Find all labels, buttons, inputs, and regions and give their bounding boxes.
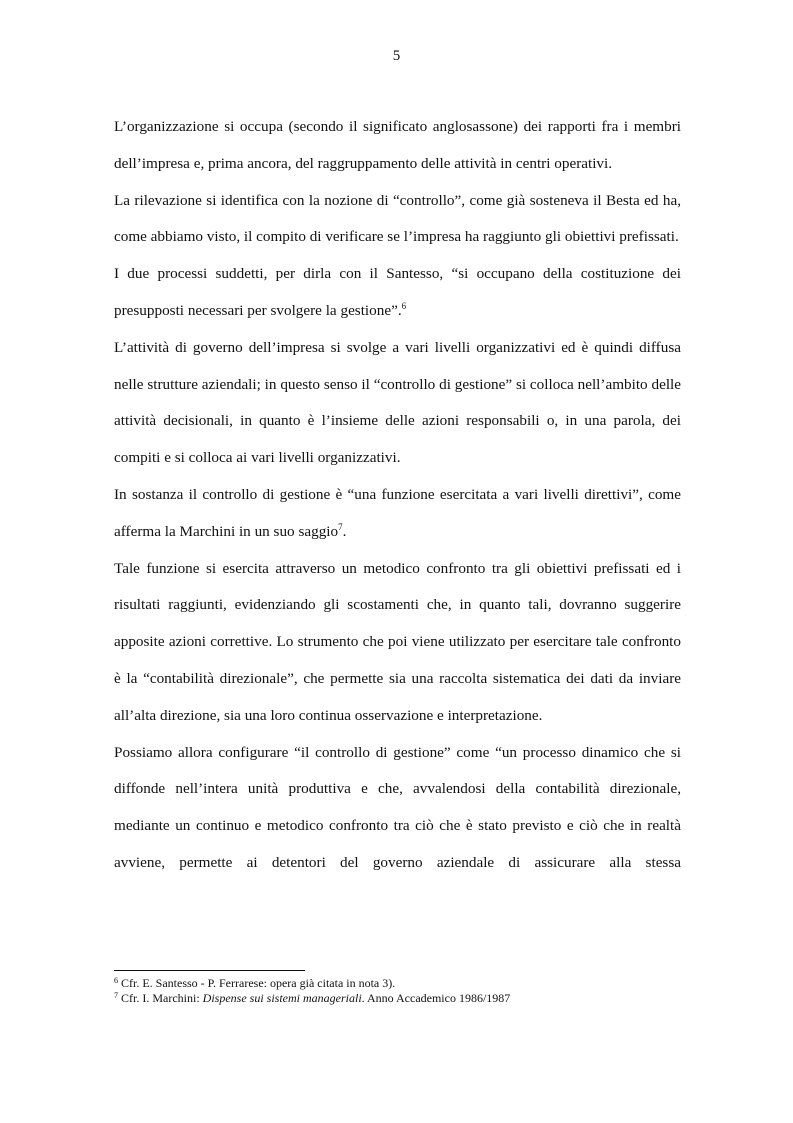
paragraph-text: Possiamo allora configurare “il controllo di gestione” come “un processo dinamico che si diffonde nell’intera unità produttiva e che, avvalendosi della contabilità direzionale, mediante un continuo e metodico confronto tra ciò che è stato previsto e ciò che in realtà avviene, permette ai detentori del governo aziendale di assicurare alla stessa (114, 743, 681, 871)
footnote-separator (114, 970, 305, 971)
paragraph-text: I due processi suddetti, per dirla con il Santesso, “si occupano della costituzione dei presupposti necessari per svolgere la gestione”. (114, 265, 681, 319)
paragraph-text: In sostanza il controllo di gestione è “una funzione esercitata a vari livelli direttivi”, come afferma la Marchini in un suo saggio (114, 485, 681, 540)
footnote-text: Cfr. E. Santesso - P. Ferrarese: opera già citata in nota 3). (118, 976, 396, 990)
page-number: 5 (392, 48, 401, 64)
footnote-title: Dispense sui sistemi manageriali (202, 990, 362, 1005)
paragraph-tale-funzione (114, 551, 681, 735)
paragraph-possiamo (114, 735, 681, 882)
paragraph-text: Tale funzione si esercita attraverso un metodico confronto tra gli obiettivi prefissati ed i risultati raggiunti, evidenziando gli scostamenti che, in quanto tali, dovranno suggerire apposite azioni correttive. Lo strumento che poi viene utilizzato per esercitare tale confronto è la “contabilità direzionale”, che permette sia una raccolta sistematica dei dati da inviare all’alta direzione, sia una loro continua osservazione e interpretazione. (114, 559, 681, 724)
paragraph-text-end: . (342, 522, 347, 540)
footnote-ref-6[interactable]: 6 (401, 300, 407, 311)
paragraph-due-processi (114, 256, 681, 330)
paragraph-text: L’attività di governo dell’impresa si svolge a vari livelli organizzativi ed è quindi diffusa nelle strutture aziendali; in questo senso il “controllo di gestione” si colloca nell’ambito delle attività decisionali, in quanto è l’insieme delle azioni responsabili o, in una parola, dei compiti e si colloca ai vari livelli organizzativi. (114, 338, 681, 467)
footnote-text: Cfr. I. Marchini: (118, 990, 203, 1005)
footnote-ref-7[interactable]: 7 (338, 521, 343, 532)
paragraph-text: L’organizzazione si occupa (secondo il significato anglosassone) dei rapporti fra i membri dell’impresa e, prima ancora, del raggruppamento delle attività in centri operativi. (114, 118, 681, 172)
footnote-7 (114, 991, 681, 1006)
paragraph-organizzazione (114, 109, 681, 183)
footnote-number: 7 (114, 990, 118, 1000)
footnotes (114, 976, 681, 1005)
paragraph-rilevazione (114, 183, 681, 257)
paragraph-attivita-governo (114, 330, 681, 477)
paragraph-text: La rilevazione si identifica con la nozione di “controllo”, come già sosteneva il Besta ed ha, come abbiamo visto, il compito di verificare se l’impresa ha raggiunto gli obiettivi prefissati. (114, 191, 681, 246)
body-text (114, 109, 681, 882)
footnote-text-end: . Anno Accademico 1986/1987 (361, 990, 511, 1005)
footnote-number: 6 (114, 976, 118, 985)
footnote-6 (114, 976, 681, 991)
paragraph-in-sostanza (114, 477, 681, 551)
